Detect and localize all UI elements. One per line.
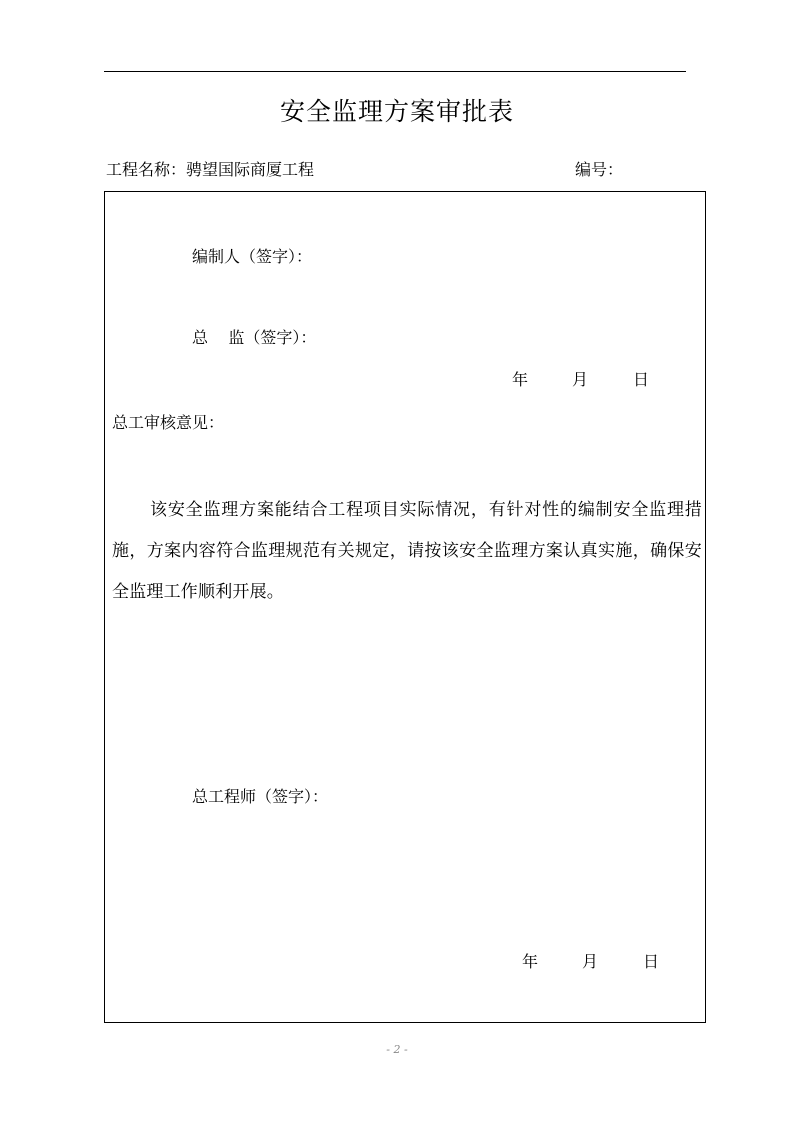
review-opinion-heading: 总工审核意见： [112,413,225,432]
date-day-1: 日 [633,370,650,389]
project-name: 工程名称：骋望国际商厦工程 [106,160,315,179]
page-number: - 2 - [386,1043,408,1056]
page-title: 安全监理方案审批表 [279,97,514,126]
date-day-2: 日 [643,952,660,971]
chief-engineer-signature-label: 总工程师（签字）： [192,787,329,806]
review-opinion-text: 该安全监理方案能结合工程项目实际情况，有针对性的编制安全监理措施，方案内容符合监理规范有关规定，请按该安全监理方案认真实施，确保安全监理工作顺利开展。 [112,500,702,602]
date-month-2: 月 [582,952,599,971]
serial-number-label: 编号： [575,160,624,179]
top-rule [104,71,686,72]
chief-supervisor-signature-label: 总 监（签字）： [192,328,317,347]
date-year-1: 年 [512,370,529,389]
preparer-signature-label: 编制人（签字）： [192,247,313,266]
date-year-2: 年 [522,952,539,971]
date-month-1: 月 [572,370,589,389]
